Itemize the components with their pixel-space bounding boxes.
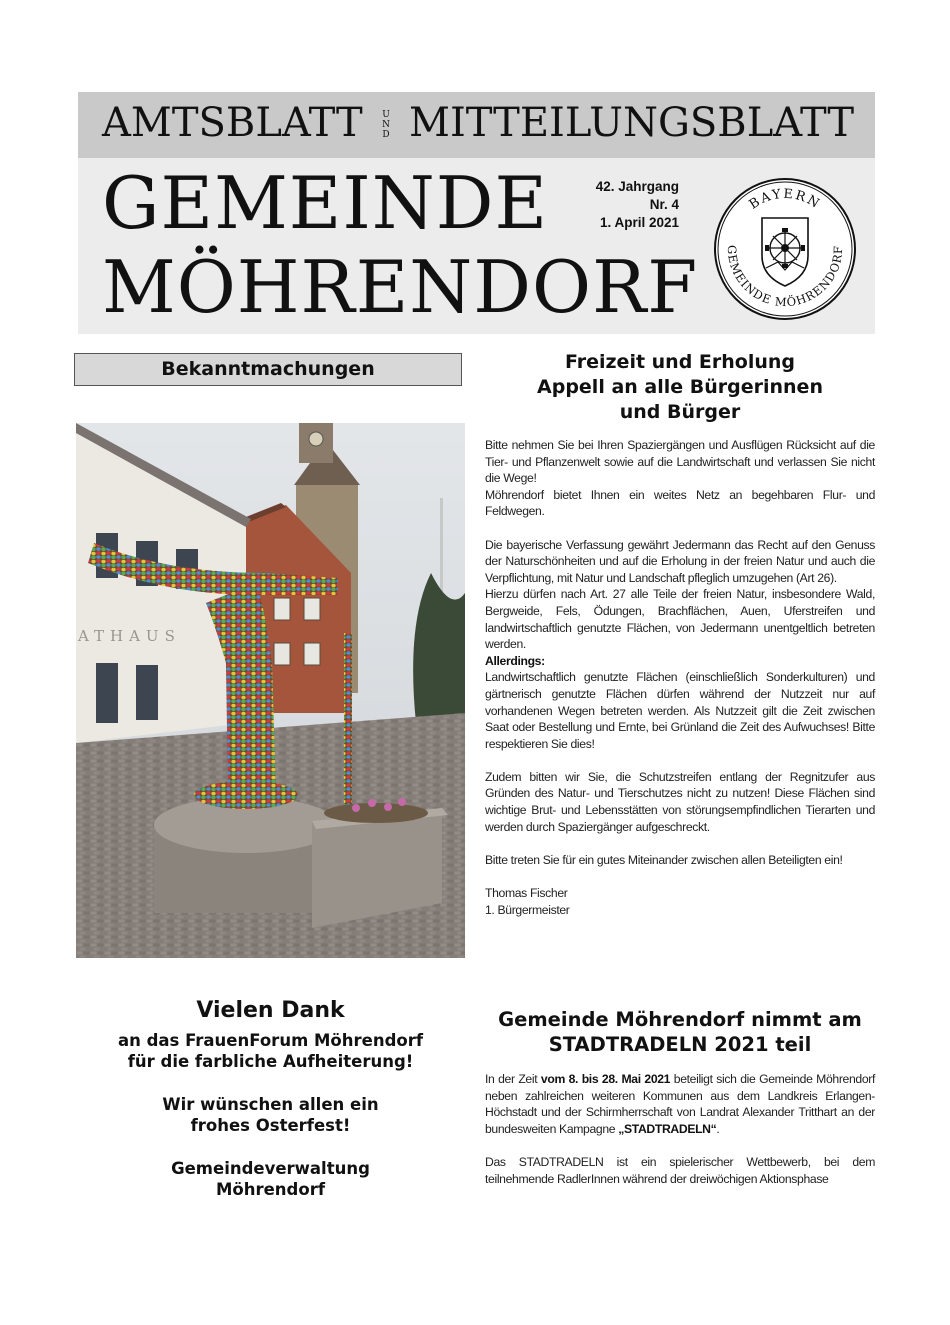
article2-heading-line-1: Gemeinde Möhrendorf nimmt am (498, 1008, 862, 1031)
thanks-title: Vielen Dank (196, 998, 345, 1023)
issue-number: Nr. 4 (649, 197, 679, 212)
article1-heading (485, 350, 875, 425)
masthead-mitteilungsblatt: MITTEILUNGSBLATT (409, 100, 855, 146)
seal-bottom-text: GEMEINDE MÖHRENDORF (724, 244, 846, 310)
article1-signature-title: 1. Bürgermeister (485, 902, 570, 917)
article1-paragraph-7: Bitte treten Sie für ein gutes Miteinander zwischen allen Beteiligten ein! (485, 852, 843, 867)
easter-fountain-photo (76, 423, 465, 958)
municipal-seal-icon (712, 176, 858, 322)
thanks-line-1: an das FrauenForum Möhrendorf (117, 1031, 424, 1050)
article1-heading-line-1: Freizeit und Erholung (564, 351, 796, 373)
article1-paragraph-4: Hierzu dürfen nach Art. 27 alle Teile der freien Natur, insbesondere Wald, Bergweide, Fels, Ödungen, Brachflächen, Auen, Uferstreifen und landwirtschaftlich genutzte Flächen, von Jedermann unentgeltlich betreten werden. (485, 587, 875, 652)
article1-paragraph-1: Bitte nehmen Sie bei Ihren Spaziergängen und Ausflügen Rücksicht auf die Tier- und Pflanzenwelt sowie auf die Landwirtschaft und verlassen Sie nicht die Wege! (485, 438, 875, 486)
thanks-signature-2: Möhrendorf (215, 1180, 326, 1199)
article1-paragraph-5: Landwirtschaftlich genutzte Flächen (einschließlich Sonderkulturen) und gärtnerisch genutzte Flächen dürfen während der Nutzzeit nur auf vorhandenen Wegen betreten werden. Als Nutzzeit gilt die Zeit zwischen Saat oder Bestellung und Ernte, bei Grünland die Zeit des Aufwuchses! Bitte respektieren Sie dies! (485, 670, 875, 751)
section-header-bekanntmachungen: Bekanntmachungen (74, 353, 462, 386)
article2-paragraph-2: Das STADTRADELN ist ein spielerischer Wettbewerb, bei dem teilnehmende RadlerInnen während der dreiwöchigen Aktionsphase (485, 1154, 875, 1186)
article1-paragraph-6: Zudem bitten wir Sie, die Schutzstreifen entlang der Regnitzufer aus Gründen des Natur- und Tierschutzes nicht zu nutzen! Diese Flächen sind wichtige Brut- und Lebensstätten von störungsempfindlichen Tierarten und werden durch Spaziergänger aufgeschreckt. (485, 769, 875, 834)
article1-label-allerdings: Allerdings: (485, 653, 545, 668)
article2-body (485, 1071, 875, 1187)
masthead-amtsblatt: AMTSBLATT (102, 100, 363, 146)
thanks-line-2: für die farbliche Aufheiterung! (127, 1052, 414, 1071)
seal-top-text: BAYERN (746, 186, 824, 213)
masthead-title-gemeinde: GEMEINDE (102, 161, 549, 245)
issue-volume: 42. Jahrgang (595, 179, 679, 194)
thanks-line-3: Wir wünschen allen ein (162, 1095, 379, 1114)
thanks-signature-1: Gemeindeverwaltung (171, 1159, 370, 1178)
masthead-und: U N D (382, 110, 390, 140)
issue-date: 1. April 2021 (599, 215, 679, 230)
article2-heading-line-2: STADTRADELN 2021 teil (548, 1033, 812, 1056)
article1-paragraph-3: Die bayerische Verfassung gewährt Jedermann das Recht auf den Genuss der Naturschönheiten und auf die Erholung in der freien Natur und auch die Verpflichtung, mit Natur und Landschaft pfleglich umzugehen (Art 26). (485, 537, 875, 585)
issue-info (565, 178, 679, 232)
article1-body (485, 437, 875, 918)
article1-paragraph-2: Möhrendorf bietet Ihnen ein weites Netz an begehbaren Flur- und Feldwegen. (485, 487, 875, 519)
article2-heading (485, 1007, 875, 1057)
article1-heading-line-2: Appell an alle Bürgerinnen (537, 376, 823, 398)
article1-heading-line-3: und Bürger (619, 401, 741, 423)
thanks-line-4: frohes Osterfest! (190, 1116, 351, 1135)
article2-paragraph-1: In der Zeit vom 8. bis 28. Mai 2021 beteiligt sich die Gemeinde Möhrendorf neben zahlreichen weiteren Kommunen aus dem Landkreis Erlangen-Höchstadt und der Schirmherrschaft von Landrat Alexander Tritthart an der bundesweiten Kampagne „STADTRADELN“. (485, 1072, 875, 1136)
photo-sign-text: ATHAUS (78, 627, 181, 645)
masthead-title-ort: MÖHRENDORF (102, 245, 699, 329)
article1-signature-name: Thomas Fischer (485, 886, 568, 901)
